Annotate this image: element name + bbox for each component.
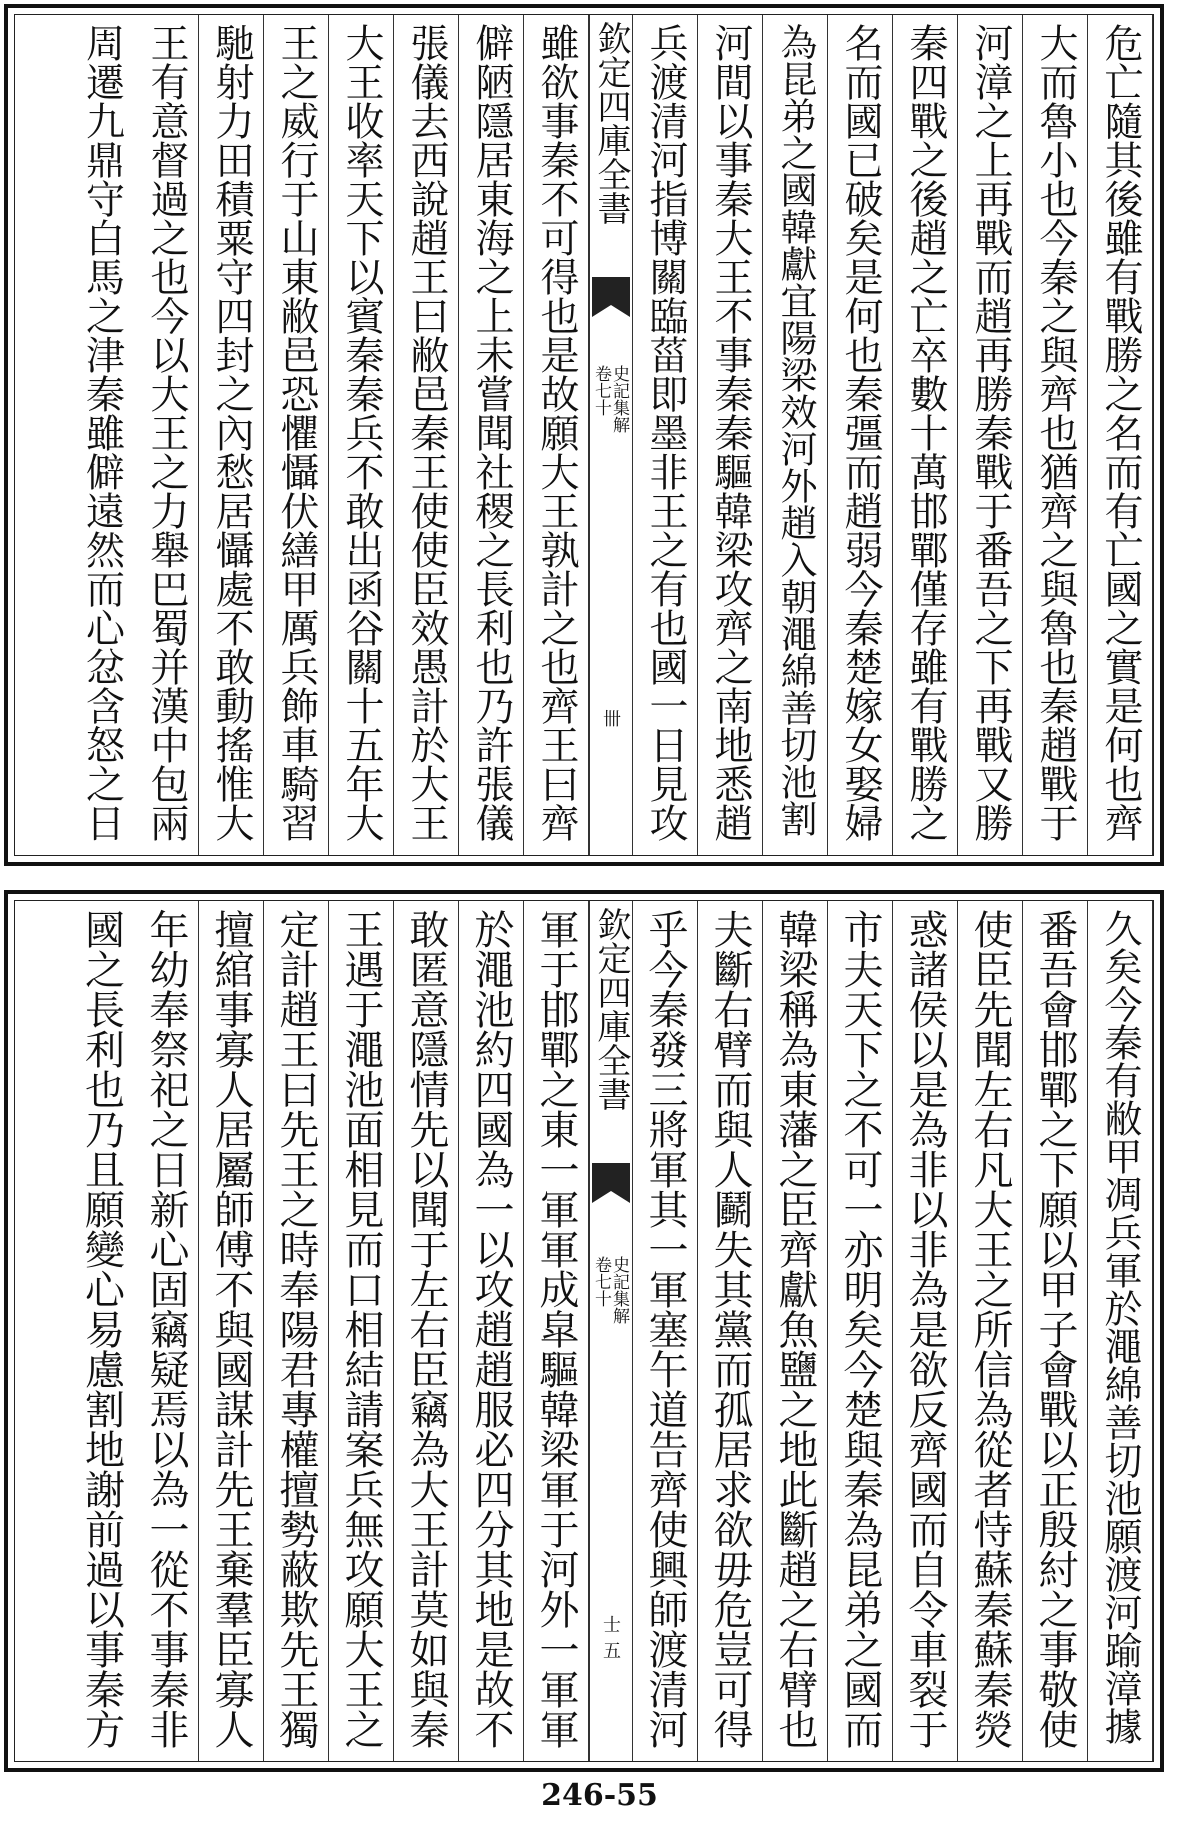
text-column bbox=[459, 15, 524, 855]
column-text: 僻陋隱居東海之上未嘗聞社稷之長利也乃許張儀 bbox=[469, 23, 514, 842]
leaf-number: 卌 bbox=[603, 709, 621, 730]
text-column bbox=[828, 15, 893, 855]
bottom-page-frame bbox=[14, 900, 1154, 1762]
column-text: 兵渡清河指博關臨菑即墨非王之有也國一日見攻 bbox=[643, 23, 688, 842]
column-text: 於澠池約四國為一以攻趙趙服必四分其地是故不 bbox=[468, 909, 514, 1749]
text-column bbox=[698, 901, 763, 1761]
text-column bbox=[134, 15, 199, 855]
text-column bbox=[1088, 901, 1153, 1761]
column-text: 危亡隨其後雖有戰勝之名而有亡國之實是何也齊 bbox=[1098, 23, 1143, 842]
column-text: 雖欲事秦不可得也是故願大王孰計之也齊王曰齊 bbox=[534, 23, 579, 842]
leaf-number: 士五 bbox=[603, 1615, 621, 1662]
column-text: 夫斷右臂而與人鬬失其黨而孤居求欲毋危豈可得 bbox=[707, 909, 753, 1749]
text-column bbox=[459, 901, 524, 1761]
fish-tail-mark bbox=[592, 1163, 630, 1203]
column-text: 市夫天下之不可一亦明矣今楚與秦為昆弟之國而 bbox=[837, 909, 883, 1749]
book-title: 史記集解 bbox=[609, 1256, 629, 1324]
running-title: 欽定四庫全書 bbox=[591, 21, 631, 225]
text-column bbox=[394, 901, 459, 1761]
top-page-frame bbox=[14, 14, 1154, 856]
text-column bbox=[524, 901, 589, 1761]
column-text: 韓梁稱為東藩之臣齊獻魚鹽之地此斷趙之右臂也 bbox=[772, 909, 818, 1749]
column-text: 久矣今秦有敝甲凋兵軍於澠綿善切池願渡河踰漳據 bbox=[1098, 909, 1142, 1745]
text-column bbox=[958, 901, 1023, 1761]
column-text: 敢匿意隱情先以聞于左右臣竊為大王計莫如與秦 bbox=[403, 909, 449, 1749]
column-text: 周遷九鼎守白馬之津秦雖僻遠然而心忿含怒之日 bbox=[79, 23, 125, 842]
column-text: 使臣先聞左右凡大王之所信為從者恃蘇秦蘇秦熒 bbox=[967, 909, 1013, 1749]
book-title: 史記集解 bbox=[609, 365, 629, 433]
text-column bbox=[893, 901, 958, 1761]
column-text: 年幼奉祭祀之日新心固竊疑焉以為一從不事秦非 bbox=[143, 909, 189, 1749]
column-text: 河間以事秦大王不事秦秦驅韓梁攻齊之南地悉趙 bbox=[708, 23, 753, 842]
column-text: 惑諸侯以是為非以非為是欲反齊國而自令車裂于 bbox=[902, 909, 948, 1749]
text-column bbox=[893, 15, 958, 855]
text-column bbox=[329, 15, 394, 855]
column-text: 張儀去西說趙王曰敝邑秦王使使臣效愚計於大王 bbox=[404, 23, 449, 842]
text-column bbox=[264, 15, 329, 855]
column-text: 王有意督過之也今以大王之力舉巴蜀并漢中包兩 bbox=[144, 23, 189, 842]
text-column bbox=[524, 15, 589, 855]
text-column bbox=[264, 901, 329, 1761]
column-text: 大而魯小也今秦之與齊也猶齊之與魯也秦趙戰于 bbox=[1033, 23, 1078, 842]
bottom-page-panel bbox=[4, 890, 1164, 1772]
text-column bbox=[1023, 901, 1088, 1761]
column-text: 為昆弟之國韓獻宜陽梁效河外趙入朝澠綿善切池割 bbox=[774, 23, 817, 837]
text-column bbox=[1088, 15, 1153, 855]
column-text: 定計趙王曰先王之時奉陽君專權擅勢蔽欺先王獨 bbox=[273, 909, 319, 1749]
text-column bbox=[698, 15, 763, 855]
text-column bbox=[763, 901, 828, 1761]
text-column bbox=[199, 901, 264, 1761]
column-text: 國之長利也乃且願變心易慮割地謝前過以事秦方 bbox=[78, 909, 125, 1749]
volume-number: 卷七十 bbox=[591, 365, 611, 416]
text-column bbox=[69, 15, 134, 855]
volume-number: 卷七十 bbox=[591, 1256, 611, 1307]
column-text: 大王收率天下以賓秦秦兵不敢出函谷關十五年大 bbox=[339, 23, 384, 842]
text-column bbox=[633, 901, 698, 1761]
text-column bbox=[394, 15, 459, 855]
text-column bbox=[763, 15, 828, 855]
column-text: 王之威行于山東敝邑恐懼懾伏繕甲厲兵飾車騎習 bbox=[274, 23, 319, 842]
text-column bbox=[828, 901, 893, 1761]
text-column bbox=[633, 15, 698, 855]
text-column bbox=[134, 901, 199, 1761]
column-text: 軍于邯鄲之東一軍軍成皐驅韓梁軍于河外一軍軍 bbox=[533, 909, 579, 1749]
column-text: 番吾會邯鄲之下願以甲子會戰以正殷紂之事敬使 bbox=[1032, 909, 1078, 1749]
center-margin bbox=[589, 15, 633, 855]
top-page-panel bbox=[4, 4, 1164, 866]
column-text: 河漳之上再戰而趙再勝秦戰于番吾之下再戰又勝 bbox=[968, 23, 1013, 842]
running-title: 欽定四庫全書 bbox=[591, 907, 631, 1111]
text-column bbox=[199, 15, 264, 855]
text-column bbox=[69, 901, 134, 1761]
text-column bbox=[958, 15, 1023, 855]
text-column bbox=[1023, 15, 1088, 855]
column-text: 乎今秦發三將軍其一軍塞午道告齊使興師渡清河 bbox=[642, 909, 688, 1749]
column-text: 王遇于澠池面相見而口相結請案兵無攻願大王之 bbox=[338, 909, 384, 1749]
column-text: 名而國已破矣是何也秦彊而趙弱今秦楚嫁女娶婦 bbox=[838, 23, 883, 842]
column-text: 擅綰事寡人居屬師傅不與國謀計先王棄羣臣寡人 bbox=[208, 909, 254, 1749]
fish-tail-mark bbox=[592, 277, 630, 317]
text-column bbox=[329, 901, 394, 1761]
page-number: 246-55 bbox=[541, 1778, 658, 1813]
column-text: 秦四戰之後趙之亡卒數十萬邯鄲僅存雖有戰勝之 bbox=[903, 23, 948, 842]
column-text: 馳射力田積粟守四封之內愁居懾處不敢動搖惟大 bbox=[209, 23, 254, 842]
center-margin bbox=[589, 901, 633, 1761]
